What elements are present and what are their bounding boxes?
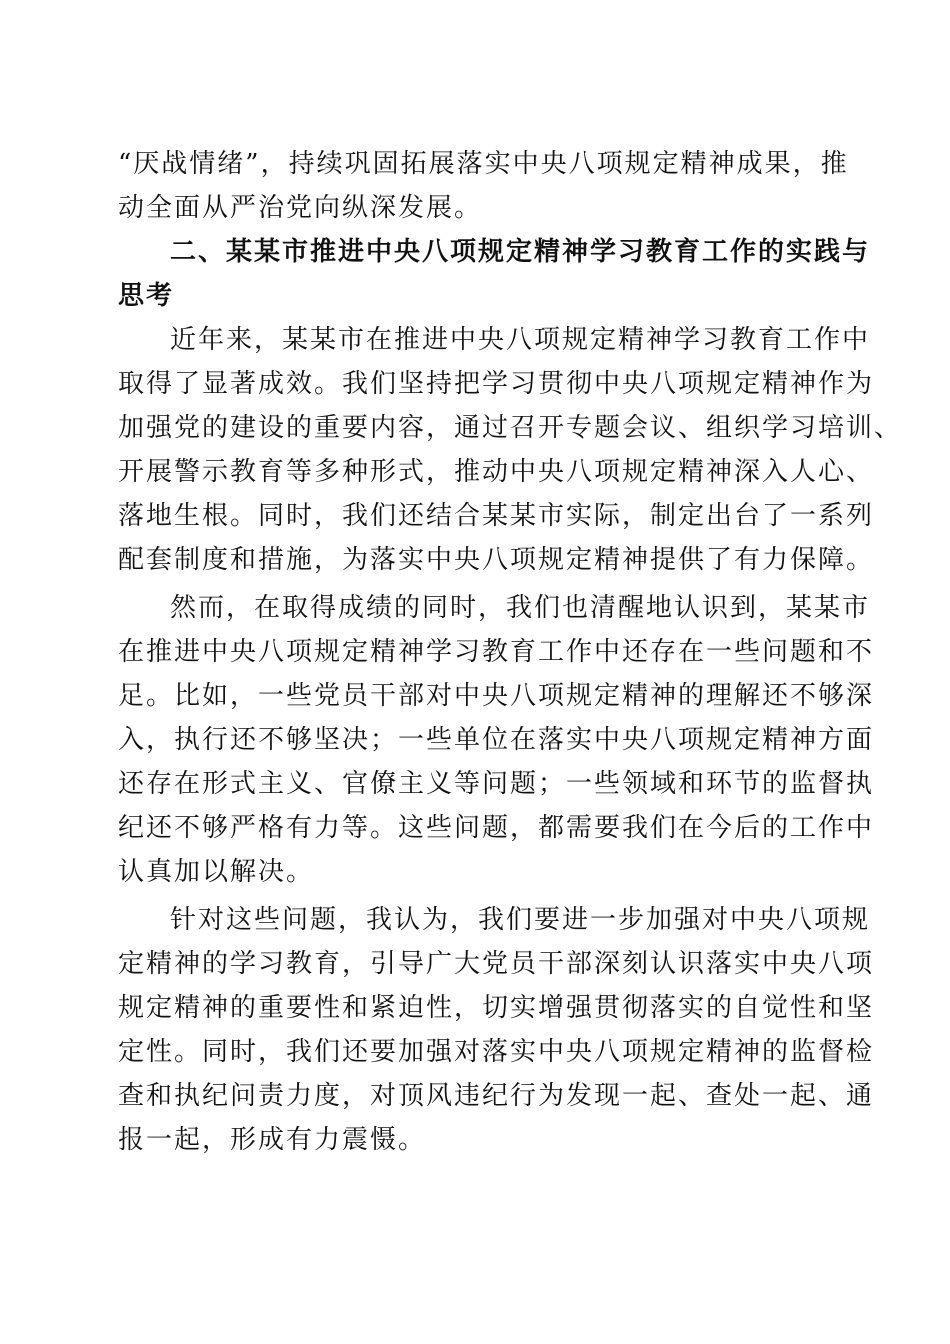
heading-line: 思考: [118, 281, 175, 311]
text-line: 认真加以解决。: [118, 857, 315, 887]
text-line: 加强党的建设的重要内容，通过召开专题会议、组织学习培训、: [118, 413, 903, 443]
text-line: 报一起，形成有力震慑。: [118, 1125, 427, 1155]
text-line: 开展警示教育等多种形式，推动中央八项规定精神深入人心、: [118, 457, 875, 487]
text-line: 近年来，某某市在推进中央八项规定精神学习教育工作中: [170, 325, 871, 355]
text-line: 定性。同时，我们还要加强对落实中央八项规定精神的监督检: [118, 1037, 875, 1067]
text-line: 入，执行还不够坚决；一些单位在落实中央八项规定精神方面: [118, 725, 875, 755]
text-line: 然而，在取得成绩的同时，我们也清醒地认识到，某某市: [170, 593, 871, 623]
text-line: 在推进中央八项规定精神学习教育工作中还存在一些问题和不: [118, 637, 875, 667]
document-page: [118, 0, 903, 1344]
text-line: 足。比如，一些党员干部对中央八项规定精神的理解还不够深: [118, 681, 875, 711]
text-line: 落地生根。同时，我们还结合某某市实际，制定出台了一系列: [118, 501, 875, 531]
text-line: 动全面从严治党向纵深发展。: [118, 193, 483, 223]
text-line: 规定精神的重要性和紧迫性，切实增强贯彻落实的自觉性和坚: [118, 993, 875, 1023]
text-line: 针对这些问题，我认为，我们要进一步加强对中央八项规: [170, 905, 871, 935]
text-line: 还存在形式主义、官僚主义等问题；一些领域和环节的监督执: [118, 769, 875, 799]
heading-line: 二、某某市推进中央八项规定精神学习教育工作的实践与: [170, 237, 871, 267]
text-line: 取得了显著成效。我们坚持把学习贯彻中央八项规定精神作为: [118, 369, 875, 399]
text-line: 纪还不够严格有力等。这些问题，都需要我们在今后的工作中: [118, 813, 875, 843]
text-line: “厌战情绪”，持续巩固拓展落实中央八项规定精神成果，推: [118, 149, 849, 179]
text-line: 查和执纪问责力度，对顶风违纪行为发现一起、查处一起、通: [118, 1081, 875, 1111]
text-line: 配套制度和措施，为落实中央八项规定精神提供了有力保障。: [118, 545, 875, 575]
text-line: 定精神的学习教育，引导广大党员干部深刻认识落实中央八项: [118, 949, 875, 979]
